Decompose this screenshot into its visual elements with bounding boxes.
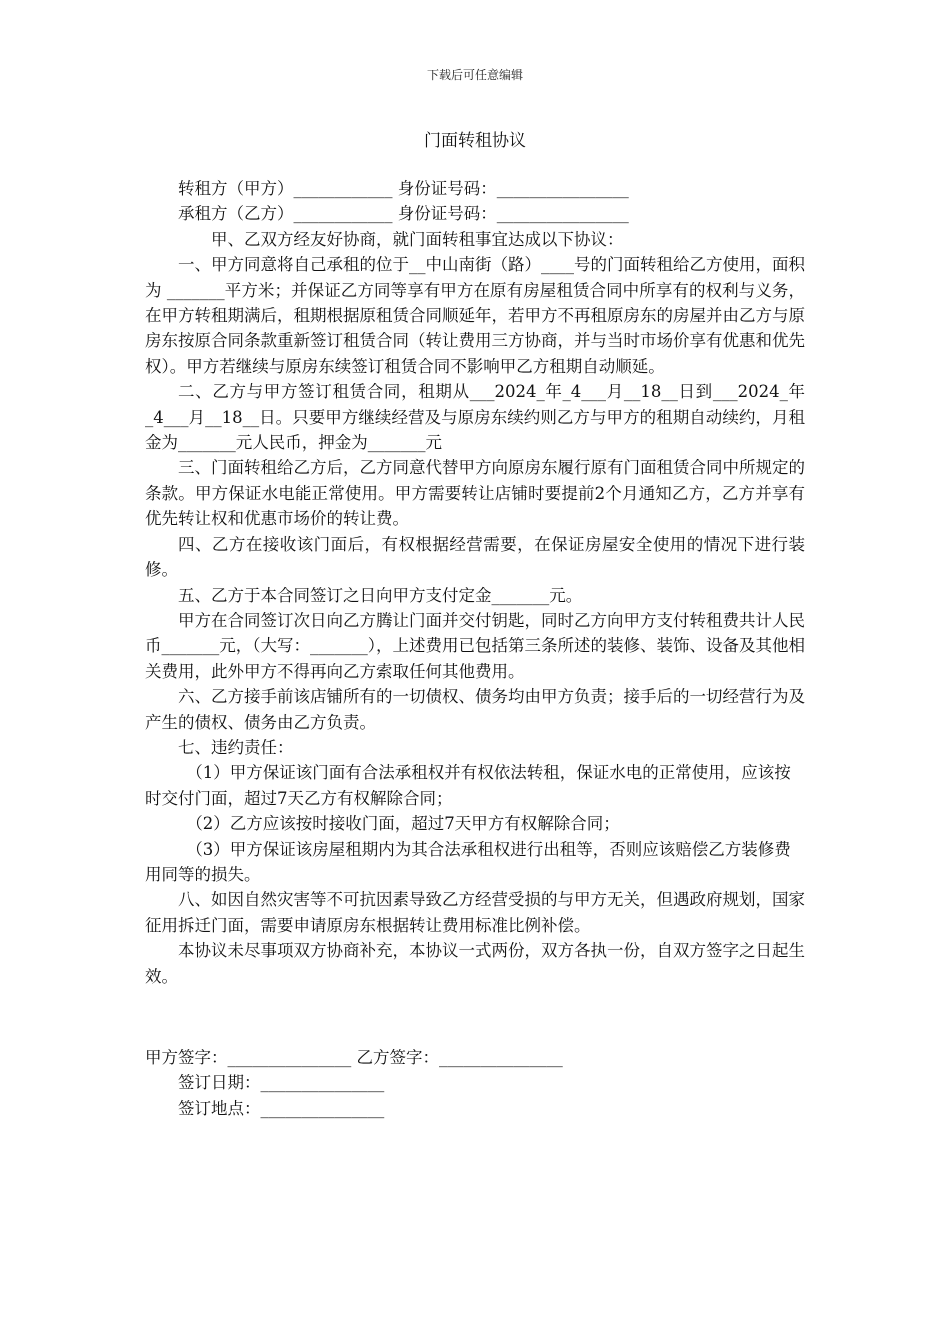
clause-6: 六、乙方接手前该店铺所有的一切债权、债务均由甲方负责；接手后的一切经营行为及产生的债权、债务由乙方负责。 [145, 687, 805, 732]
clause-7-item-1: （1）甲方保证该门面有合法承租权并有权依法转租，保证水电的正常使用，应该按时交付门面，超过7天乙方有权解除合同； [145, 763, 791, 808]
clause-8: 八、如因自然灾害等不可抗因素导致乙方经营受损的与甲方无关，但遇政府规划，国家征用拆迁门面，需要申请原房东根据转让费用标准比例补偿。 [145, 890, 805, 935]
clause-1: 一、甲方同意将自己承租的位于__中山南街（路）____号的门面转租给乙方使用，面积为 _______平方米；并保证乙方同等享有甲方在原有房屋租赁合同中所享有的权利与义务，在甲方转租期满后，租期根据原租赁合同顺延年，若甲方不再租原房东的房屋并由乙方与原房东按原合同条款重新签订租赁合同（转让费用三方协商，并与当时市场价享有优惠和优先权）。甲方若继续与原房东续签订租赁合同不影响甲乙方租期自动顺延。 [145, 255, 805, 376]
clause-4: 四、乙方在接收该门面后，有权根据经营需要，在保证房屋安全使用的情况下进行装修。 [145, 534, 805, 580]
clause-7-item-3: （3）甲方保证该房屋租期内为其合法承租权进行出租等，否则应该赔偿乙方装修费用同等的损失。 [145, 839, 791, 884]
signature-block [145, 1045, 805, 1121]
closing-paragraph: 本协议未尽事项双方协商补充，本协议一式两份，双方各执一份，自双方签字之日起生效。 [145, 941, 805, 986]
header-note: 下载后可任意编辑 [426, 68, 523, 82]
signature-line: 甲方签字：_______________ 乙方签字：_______________ [145, 1048, 563, 1067]
clause-5: 五、乙方于本合同签订之日向甲方支付定金_______元。 [178, 585, 583, 605]
party-b-line: 承租方（乙方）____________ 身份证号码：________________ [178, 204, 629, 224]
clause-3: 三、门面转租给乙方后，乙方同意代替甲方向原房东履行原有门面租赁合同中所规定的条款。甲方保证水电能正常使用。甲方需要转让店铺时要提前2个月通知乙方，乙方并享有优先转让权和优惠市场价的转让费。 [145, 458, 805, 529]
clause-7: 七、违约责任： [178, 737, 294, 757]
sign-place-line: 签订地点：_______________ [178, 1098, 385, 1118]
party-a-line: 转租方（甲方）____________ 身份证号码：________________ [178, 179, 629, 198]
clause-7-item-2: （2）乙方应该按时接收门面，超过7天甲方有权解除合同； [186, 814, 620, 834]
page-title: 门面转租协议 [424, 131, 526, 151]
intro-paragraph: 甲、乙双方经友好协商，就门面转租事宜达成以下协议： [211, 229, 624, 249]
contract-body [145, 176, 805, 989]
sign-date-line: 签订日期：_______________ [178, 1073, 385, 1093]
clause-5-payment: 甲方在合同签订次日向乙方腾让门面并交付钥匙，同时乙方向甲方支付转租费共计人民币_______元，（大写：_______），上述费用已包括第三条所述的装修、装饰、设备及其他相关费用，此外甲方不得再向乙方索取任何其他费用。 [145, 610, 805, 681]
clause-2: 二、乙方与甲方签订租赁合同，租期从___2024_年_4___月__18__日到___2024_年_4___月__18__日。只要甲方继续经营及与原房东续约则乙方与甲方的租期自动续约，月租金为_______元人民币，押金为_______元 [145, 382, 805, 453]
